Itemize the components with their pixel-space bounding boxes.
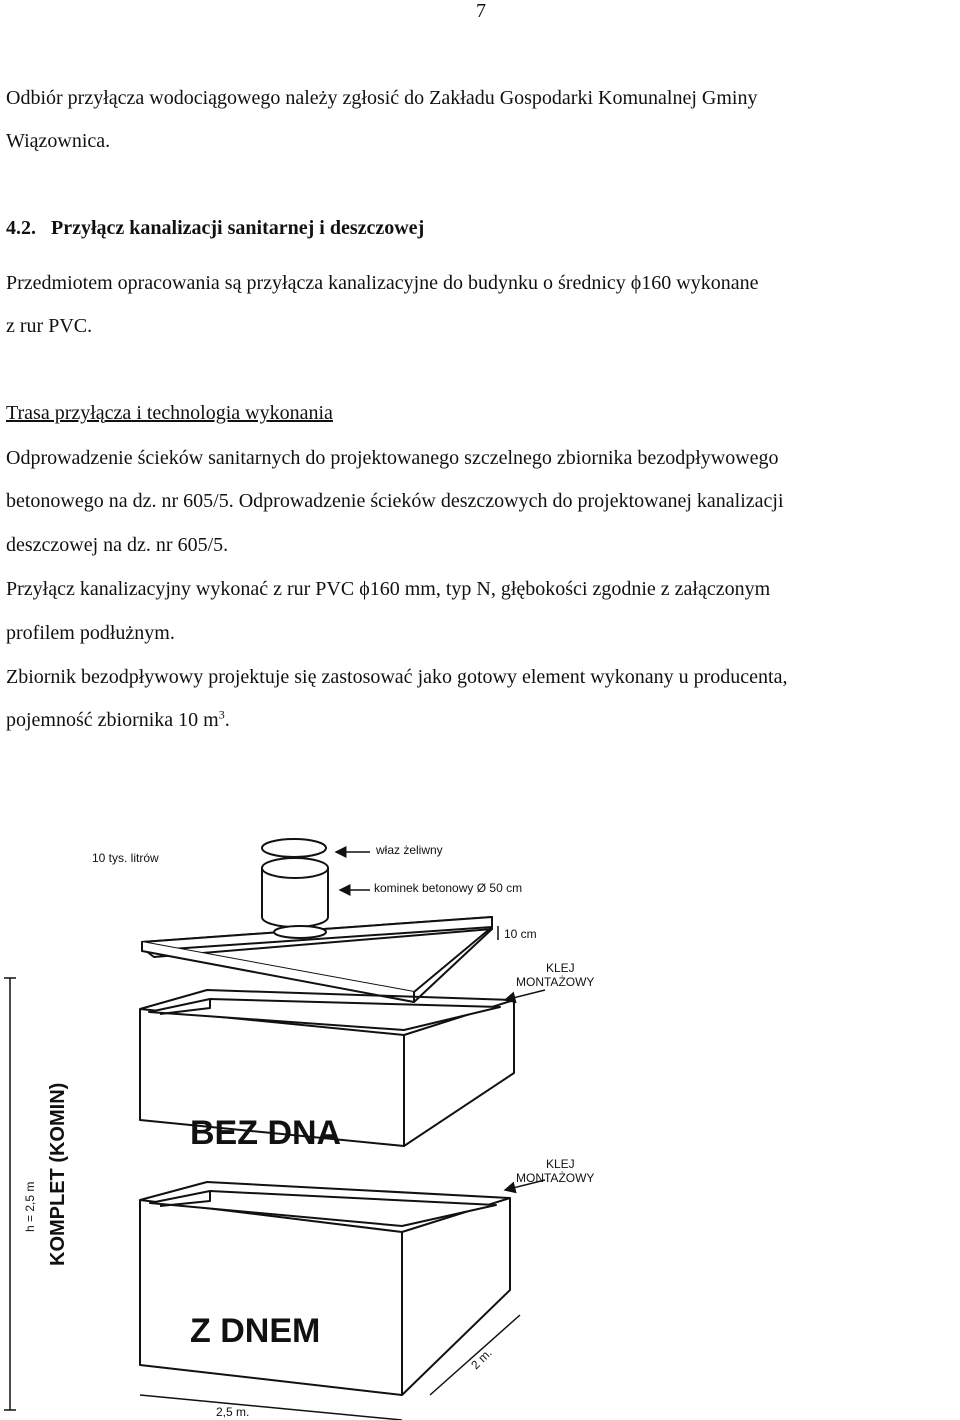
set-label: KOMPLET (KOMIN) xyxy=(47,1082,69,1266)
text-run: pojemność zbiornika 10 m xyxy=(6,709,219,731)
paragraph-line: Odbiór przyłącza wodociągowego należy zgłosić do Zakładu Gospodarki Komunalnej Gminy xyxy=(6,87,758,109)
slab-thickness-label: 10 cm xyxy=(504,927,537,941)
glue-label: MONTAŻOWY xyxy=(516,975,595,989)
text-run: . xyxy=(224,709,230,731)
paragraph-line: z rur PVC. xyxy=(6,315,93,337)
paragraph-line: Przedmiotem opracowania są przyłącza kanalizacyjne do budynku o średnicy ϕ160 wykonane xyxy=(6,272,759,294)
paragraph-line: profilem podłużnym. xyxy=(6,622,175,644)
paragraph-line xyxy=(6,708,230,732)
chimney-label: kominek betonowy Ø 50 cm xyxy=(374,881,523,895)
height-label: h = 2,5 m xyxy=(23,1181,37,1232)
septic-tank-diagram xyxy=(0,820,960,1420)
section-heading xyxy=(6,216,424,240)
section-title: Przyłącz kanalizacji sanitarnej i deszczowej xyxy=(51,217,425,239)
glue-label: KLEJ xyxy=(546,961,575,975)
page-number: 7 xyxy=(476,0,486,22)
width-label: 2,5 m. xyxy=(216,1405,250,1419)
paragraph-line: Odprowadzenie ścieków sanitarnych do projektowanego szczelnego zbiornika bezodpływowego xyxy=(6,447,779,469)
superscript: 3 xyxy=(218,707,225,722)
lower-ring-shape xyxy=(140,1198,510,1395)
paragraph-line: Wiązownica. xyxy=(6,130,111,152)
paragraph-line: deszczowej na dz. nr 605/5. xyxy=(6,534,229,556)
paragraph-line: betonowego na dz. nr 605/5. Odprowadzenie ścieków deszczowych do projektowanej kanalizacji xyxy=(6,490,784,512)
glue-label: KLEJ xyxy=(546,1157,575,1171)
glue-label: MONTAŻOWY xyxy=(516,1171,595,1185)
manhole-label: właz żeliwny xyxy=(376,843,443,857)
section-number: 4.2. xyxy=(6,217,36,239)
paragraph-line: Zbiornik bezodpływowy projektuje się zastosować jako gotowy element wykonany u producenta, xyxy=(6,666,788,688)
manhole-cover-shape xyxy=(262,839,326,857)
lower-ring-label: Z DNEM xyxy=(190,1312,321,1350)
capacity-label: 10 tys. litrów xyxy=(92,851,159,865)
upper-ring-label: BEZ DNA xyxy=(190,1114,342,1152)
depth-label: 2 m. xyxy=(468,1345,495,1373)
paragraph-line: Przyłącz kanalizacyjny wykonać z rur PVC ϕ160 mm, typ N, głębokości zgodnie z załączonym xyxy=(6,578,771,600)
subheading: Trasa przyłącza i technologia wykonania xyxy=(6,402,333,424)
